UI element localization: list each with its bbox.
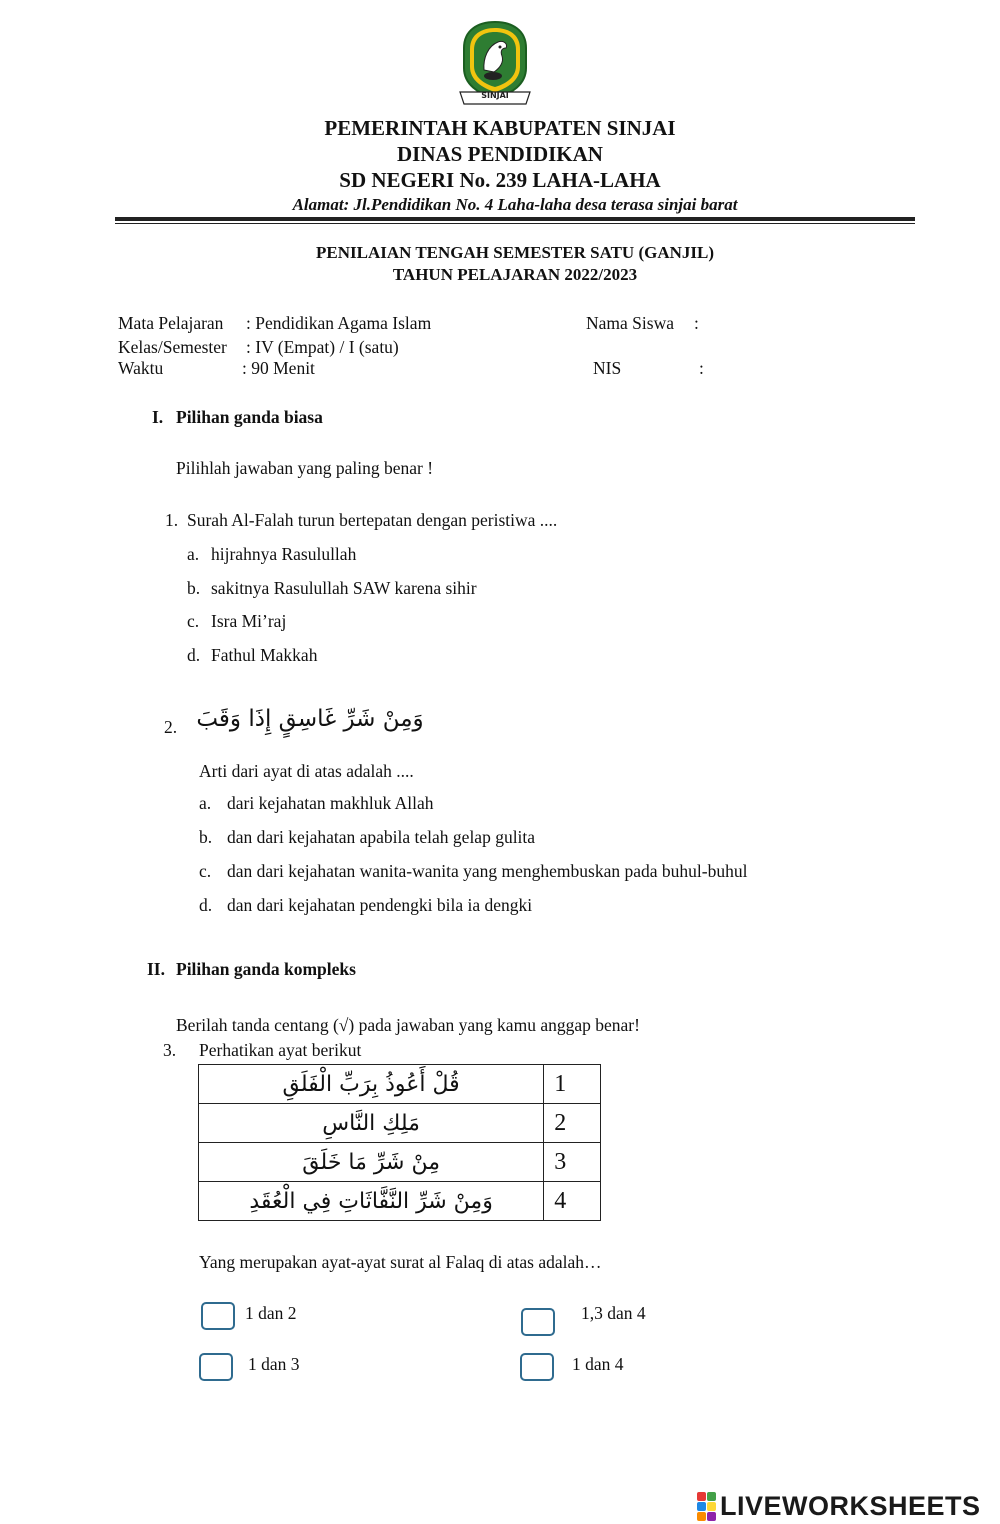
q2-number: 2.	[164, 717, 178, 737]
q1-text: Surah Al-Falah turun bertepatan dengan peristiwa ....	[187, 510, 558, 530]
q2-option-a[interactable]: dari kejahatan makhluk Allah	[227, 793, 434, 813]
q2-text: Arti dari ayat di atas adalah ....	[199, 761, 414, 781]
nis-colon: :	[699, 358, 704, 378]
table-row	[199, 1065, 601, 1104]
ayat-arabic: قُلْ أَعُوذُ بِرَبِّ الْفَلَقِ	[199, 1065, 544, 1104]
nama-label: Nama Siswa	[586, 313, 674, 333]
logo-square	[707, 1512, 716, 1521]
q1-option-a-letter: a.	[187, 544, 200, 564]
q2-option-c[interactable]: dan dari kejahatan wanita-wanita yang menghembuskan pada buhul-buhul	[227, 861, 748, 881]
q1-option-c[interactable]: Isra Mi’raj	[211, 611, 287, 631]
mapel-value: : Pendidikan Agama Islam	[246, 313, 432, 333]
q2-option-d-letter: d.	[199, 895, 213, 915]
liveworksheets-brand	[697, 1488, 981, 1524]
choice-label-1: 1 dan 2	[245, 1303, 297, 1323]
logo-text: SINJAI	[481, 91, 509, 100]
exam-year: TAHUN PELAJARAN 2022/2023	[392, 265, 638, 284]
header-line-2: DINAS PENDIDIKAN	[397, 142, 603, 166]
q1-option-b-letter: b.	[187, 578, 201, 598]
table-row	[199, 1143, 601, 1182]
ayat-number: 4	[544, 1182, 601, 1221]
sinjai-logo	[450, 18, 540, 106]
ayat-arabic: مَلِكِ النَّاسِ	[199, 1104, 544, 1143]
ayat-table	[198, 1064, 601, 1221]
q1-option-a[interactable]: hijrahnya Rasulullah	[211, 544, 357, 564]
q1-option-b[interactable]: sakitnya Rasulullah SAW karena sihir	[211, 578, 477, 598]
header-line-1: PEMERINTAH KABUPATEN SINJAI	[324, 116, 676, 140]
q2-option-b[interactable]: dan dari kejahatan apabila telah gelap gulita	[227, 827, 536, 847]
q3-question: Yang merupakan ayat-ayat surat al Falaq di atas adalah…	[199, 1252, 602, 1272]
logo-square	[697, 1502, 706, 1511]
section1-numeral: I.	[152, 407, 164, 427]
nama-colon: :	[694, 313, 699, 333]
header-rule-thin	[115, 223, 915, 224]
ayat-arabic: وَمِنْ شَرِّ النَّفَّاثَاتِ فِي الْعُقَدِ	[199, 1182, 544, 1221]
q1-option-d[interactable]: Fathul Makkah	[211, 645, 318, 665]
table-row	[199, 1104, 601, 1143]
header-line-3: SD NEGERI No. 239 LAHA-LAHA	[339, 168, 661, 192]
q1-option-d-letter: d.	[187, 645, 201, 665]
section2-instruction: Berilah tanda centang (√) pada jawaban yang kamu anggap benar!	[176, 1015, 640, 1035]
header-rule-thick	[115, 217, 915, 221]
q2-option-b-letter: b.	[199, 827, 213, 847]
kelas-value: : IV (Empat) / I (satu)	[246, 337, 399, 357]
logo-square	[707, 1492, 716, 1501]
exam-title: PENILAIAN TENGAH SEMESTER SATU (GANJIL)	[316, 243, 714, 262]
section1-title: Pilihan ganda biasa	[176, 407, 323, 427]
q2-option-a-letter: a.	[199, 793, 212, 813]
nis-label: NIS	[593, 358, 622, 378]
logo-square	[697, 1492, 706, 1501]
mapel-label: Mata Pelajaran	[118, 313, 224, 333]
ayat-number: 1	[544, 1065, 601, 1104]
choice-label-2: 1,3 dan 4	[581, 1303, 646, 1323]
ayat-number: 2	[544, 1104, 601, 1143]
q2-arabic-verse: وَمِنْ شَرِّ غَاسِقٍ إِذَا وَقَبَ	[196, 706, 424, 732]
section2-numeral: II.	[147, 959, 165, 979]
school-address: Alamat: Jl.Pendidikan No. 4 Laha-laha desa terasa sinjai barat	[292, 195, 738, 214]
choice-checkbox-4[interactable]	[520, 1353, 554, 1381]
liveworksheets-logo-icon	[697, 1492, 716, 1521]
q3-text: Perhatikan ayat berikut	[199, 1040, 362, 1060]
waktu-label: Waktu	[118, 358, 164, 378]
waktu-value: : 90 Menit	[242, 358, 315, 378]
section1-instruction: Pilihlah jawaban yang paling benar !	[176, 458, 434, 478]
q1-number: 1.	[165, 510, 179, 530]
q1-option-c-letter: c.	[187, 611, 200, 631]
logo-square	[707, 1502, 716, 1511]
section2-title: Pilihan ganda kompleks	[176, 959, 356, 979]
table-row	[199, 1182, 601, 1221]
q2-option-d[interactable]: dan dari kejahatan pendengki bila ia dengki	[227, 895, 533, 915]
choice-checkbox-1[interactable]	[201, 1302, 235, 1330]
ayat-number: 3	[544, 1143, 601, 1182]
q3-number: 3.	[163, 1040, 177, 1060]
choice-label-3: 1 dan 3	[248, 1354, 300, 1374]
ayat-arabic: مِنْ شَرِّ مَا خَلَقَ	[199, 1143, 544, 1182]
choice-label-4: 1 dan 4	[572, 1354, 624, 1374]
logo-square	[697, 1512, 706, 1521]
q2-option-c-letter: c.	[199, 861, 212, 881]
choice-checkbox-3[interactable]	[199, 1353, 233, 1381]
choice-checkbox-2[interactable]	[521, 1308, 555, 1336]
liveworksheets-wordmark: LIVEWORKSHEETS	[720, 1490, 981, 1521]
kelas-label: Kelas/Semester	[118, 337, 227, 357]
